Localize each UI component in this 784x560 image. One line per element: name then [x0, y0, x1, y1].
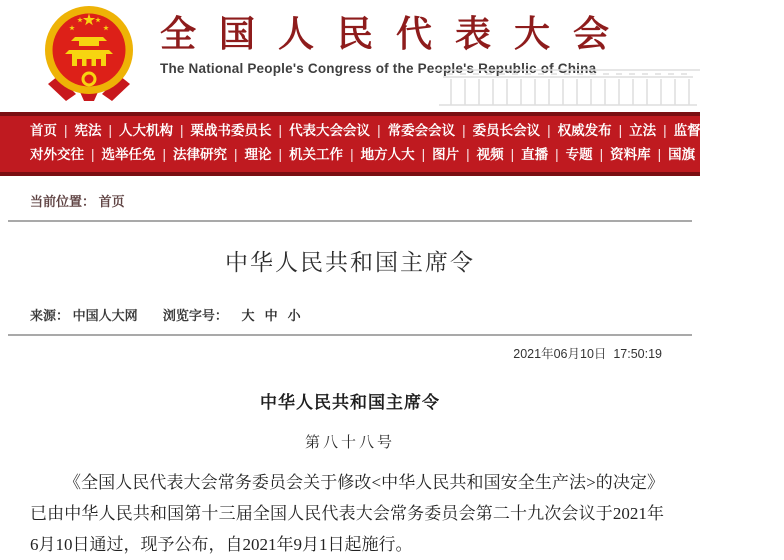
document-title: 中华人民共和国主席令: [260, 393, 440, 412]
nav-link[interactable]: 法律研究: [173, 147, 228, 162]
nav-row-1: [30, 119, 746, 143]
nav-separator: |: [547, 123, 551, 138]
divider: [8, 334, 692, 336]
nav-link[interactable]: 国徽: [757, 147, 784, 162]
font-size-button[interactable]: 小: [287, 308, 301, 323]
nav-link[interactable]: 图片: [432, 147, 460, 162]
nav-link[interactable]: 资料库: [610, 147, 651, 162]
nav-separator: |: [663, 123, 667, 138]
nav-separator: |: [234, 147, 238, 162]
font-size-label: 浏览字号：: [162, 308, 228, 323]
nav-link[interactable]: 直播: [521, 147, 549, 162]
nav-separator: |: [599, 147, 604, 162]
nav-link[interactable]: 选举任免: [101, 147, 156, 162]
nav-separator: |: [377, 123, 381, 138]
nav-link[interactable]: 栗战书委员长: [190, 123, 272, 138]
nav-separator: |: [162, 147, 167, 162]
font-size-buttons: [232, 308, 301, 323]
nav-separator: |: [278, 123, 283, 138]
breadcrumb: [0, 176, 700, 220]
nav-separator: |: [707, 123, 712, 138]
document-number: 第八十八号: [304, 435, 395, 451]
nav-link[interactable]: 常委会会议: [387, 123, 456, 138]
nav-separator: |: [108, 123, 113, 138]
nav-link[interactable]: 地方人大: [360, 147, 415, 162]
site-subtitle: The National People's Congress of the People's Republic of China: [160, 61, 597, 76]
nav-separator: |: [555, 147, 559, 162]
source-label: 来源：: [30, 308, 70, 323]
nav-separator: |: [91, 147, 95, 162]
publish-timestamp: 2021年06月10日 17:50:19: [513, 347, 662, 361]
nav-separator: |: [510, 147, 515, 162]
nav-link[interactable]: 国歌: [712, 147, 740, 162]
nav-separator: |: [64, 123, 68, 138]
nav-link[interactable]: 委员长会议: [472, 123, 541, 138]
site-header: [0, 0, 700, 112]
nav-separator: |: [421, 147, 426, 162]
nav-separator: |: [462, 123, 466, 138]
breadcrumb-home-link[interactable]: 首页: [98, 194, 125, 209]
page-title: 中华人民共和国主席令: [225, 250, 475, 275]
nav-separator: |: [350, 147, 354, 162]
font-size-button[interactable]: 大: [241, 308, 255, 323]
source-value: 中国人大网: [72, 308, 138, 323]
document-paragraph: 《全国人民代表大会常务委员会关于修改<中华人民共和国安全生产法>的决定》已由中华人民共和国第十三届全国人民代表大会常务委员会第二十九次会议于2021年6月10日通过，现予公布，自2021年9月1日起施行。: [30, 473, 664, 554]
nav-link[interactable]: 代表大会会议: [289, 123, 371, 138]
nav-link[interactable]: 监督: [673, 123, 701, 138]
nav-link[interactable]: 代表: [718, 123, 746, 138]
nav-link[interactable]: 人大机构: [119, 123, 174, 138]
main-nav: [0, 112, 784, 176]
nav-separator: |: [180, 123, 184, 138]
font-size-button[interactable]: 中: [264, 308, 278, 323]
nav-link[interactable]: 理论: [244, 147, 272, 162]
site-title: 全国人民代表大会: [160, 13, 633, 54]
divider: [8, 220, 692, 222]
nav-row-2: [30, 143, 784, 167]
nav-separator: |: [702, 147, 706, 162]
china-national-emblem-icon: [36, 4, 142, 107]
nav-link[interactable]: 机关工作: [289, 147, 344, 162]
nav-link[interactable]: 对外交往: [30, 147, 84, 162]
nav-link[interactable]: 权威发布: [557, 123, 612, 138]
nav-separator: |: [657, 147, 662, 162]
nav-link[interactable]: 宪法: [74, 123, 102, 138]
nav-separator: |: [746, 147, 751, 162]
great-hall-building-illustration: [435, 63, 700, 112]
nav-separator: |: [466, 147, 470, 162]
nav-link[interactable]: 专题: [565, 147, 593, 162]
breadcrumb-label: 当前位置：: [30, 194, 96, 209]
nav-link[interactable]: 视频: [476, 147, 504, 162]
nav-link[interactable]: 国旗: [668, 147, 696, 162]
nav-separator: |: [278, 147, 283, 162]
article-meta: [30, 305, 700, 324]
nav-link[interactable]: 首页: [30, 123, 57, 138]
nav-separator: |: [618, 123, 623, 138]
nav-link[interactable]: 立法: [629, 123, 657, 138]
